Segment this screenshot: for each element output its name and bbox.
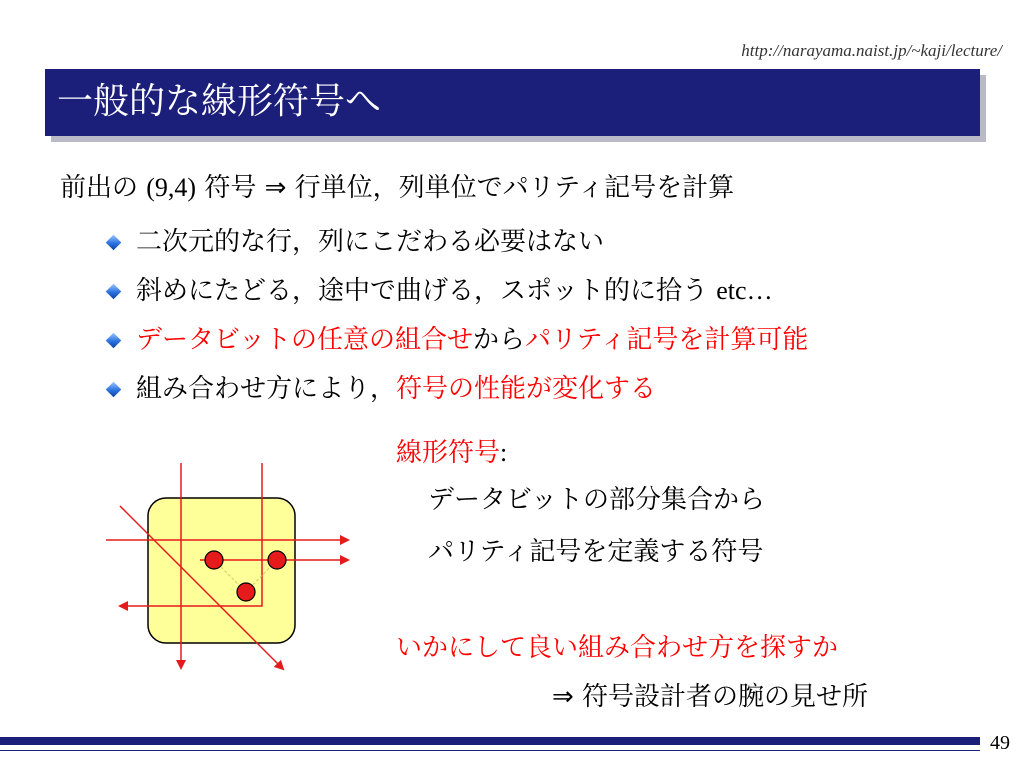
bullet-item-4 (136, 371, 656, 407)
footer-rule (0, 750, 980, 751)
intro-code: (9,4) (146, 173, 197, 202)
bullet-item-3 (136, 322, 808, 358)
bullet-diamond-icon (106, 284, 122, 300)
bullet-3-red-a: データビットの任意の組合せ (136, 325, 473, 355)
bullet-item-2 (136, 273, 773, 309)
bullet-diamond-icon (106, 382, 122, 398)
linear-code-label: 線形符号 (396, 438, 501, 468)
bullet-2-etc: etc… (716, 276, 773, 305)
bullet-4-black: 組み合わせ方により， (136, 374, 397, 404)
question-line-1: いかにして良い組み合わせ方を探すか (396, 633, 839, 663)
intro-text-b: 符号 ⇒ 行単位，列単位でパリティ記号を計算 (196, 173, 735, 203)
data-bit-dot (205, 551, 223, 569)
bullet-4-red: 符号の性能が変化する (396, 374, 657, 404)
linear-code-heading (396, 435, 507, 471)
intro-text-a: 前出の (60, 173, 147, 203)
bullet-1-text: 二次元的な行，列にこだわる必要はない (136, 227, 605, 257)
bullet-3-red-b: パリティ記号を計算可能 (524, 325, 809, 355)
slide-title: 一般的な線形符号へ (57, 81, 382, 122)
footer-bar (0, 737, 980, 745)
bullet-item-1 (136, 224, 604, 260)
linear-code-colon: : (500, 438, 508, 467)
data-bit-dot (268, 551, 286, 569)
source-url: http://narayama.naist.jp/~kaji/lecture/ (741, 41, 1002, 60)
linear-code-line-1: データビットの部分集合から (428, 485, 765, 515)
question-line-2: ⇒ 符号設計者の腕の見せ所 (552, 682, 869, 712)
page-number: 49 (990, 732, 1010, 754)
bullet-diamond-icon (106, 333, 122, 349)
parity-diagram (100, 458, 360, 688)
bullet-2-text: 斜めにたどる，途中で曲げる，スポット的に拾う (136, 276, 717, 306)
data-bit-dot (237, 583, 255, 601)
linear-code-line-2: パリティ記号を定義する符号 (428, 537, 764, 567)
intro-line (60, 170, 734, 206)
data-bit-block (148, 498, 295, 643)
bullet-3-black: から (472, 325, 525, 355)
bullet-diamond-icon (106, 235, 122, 251)
